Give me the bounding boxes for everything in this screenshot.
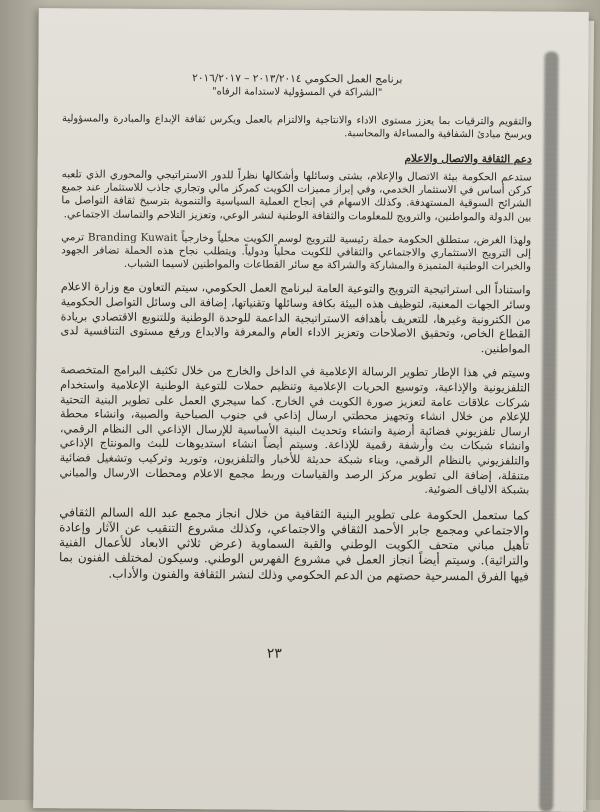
page-content xyxy=(59,70,533,594)
document-page xyxy=(33,8,589,812)
section-heading: دعم الثقافة والاتصال والاعلام xyxy=(404,152,532,166)
document-header xyxy=(62,70,532,101)
document-title: برنامج العمل الحكومي ٢٠١٣/٢٠١٤ – ٢٠١٦/٢٠١٧ xyxy=(192,72,403,86)
paragraph-5: كما ستعمل الحكومة على تطوير البنية الثقافية من خلال انجاز مجمع عبد الله السالم الثقافي والاجتماعي ومجمع جابر الأحمد الثقافي والاجتماعي، وكذلك مشروع التنقيب عن الآثار وإعادة تأهيل مباني متحف الكويت الوطني والقبة السماوية (عرض ثلاثي الابعاد للأعمال الفنية والتراثية). وسيتم أيضاً انجاز العمل في مشروع الفهرس الوطني. وسيكون لمختلف الفنون بما فيها الفرق المسرحية حصتهم من الدعم الحكومي وذلك لنشر الثقافة والفنون والأداب. xyxy=(58,504,530,584)
paragraph-2: ولهذا الغرض، ستطلق الحكومة حملة رئيسية للترويج لوسم الكويت محلياً وخارجياً Branding Kuwait ترمي إلى الترويج الاستثماري والاجتماعي والثقافي للكويت محلياً ودولياً. ويتطلب نجاح هذه الحملة تضافر الجهود والخبرات الوطنية المتميزة والمشاركة والشراكة مع سائر القطاعات والمواطنين لاسيما الشباب. xyxy=(61,231,532,273)
intro-paragraph: والتقويم والترقيات بما يعزز مستوى الاداء والانتاجية والالتزام بالعمل ويكرس ثقافة الإبداع والمبادرة والمسؤولية ويرسخ مبادئ الشفافية والمساءلة والمحاسبة. xyxy=(61,113,533,141)
page-number: ٢٣ xyxy=(266,645,282,662)
paragraph-4: وسيتم في هذا الإطار تطوير الرسالة الإعلامية في الداخل والخارج من خلال تكثيف البرامج المتخصصة التلفزيونية والإذاعية، وتوسيع الحريات الإعلامية وتنظيم حملات للتوعية الوطنية الإعلامية واستخدام شركات علاقات عامة لتعزيز صورة الكويت في الخارج. كما سيجري العمل على تطوير البنية التحتية للإعلام من خلال انشاء وتجهيز محطتي ارسال إذاعي في جنوب الصباحية والصبية، وانشاء محطة ارسال تلفزيوني فضائية أرضية وانشاء وتحديث البنية الأساسية للإرسال الإذاعي الى النظام الرقمي، وانشاء شبكات بث وأرشفة رقمية للإذاعة. وسيتم أيضاً انشاء استديوهات للبث والمونتاج الإذاعي والتلفزيوني بالنظام الرقمي، وبناء شبكة حديثة للأخبار والتلفزيون، وتوريد وتركيب وتشغيل فضائية متنقلة، إضافة الى تطوير مركز الرصد والقياسات وربط مجمع الاعلام ومحطات الارسال والمباني بشبكة الالياف الضوئية. xyxy=(59,363,531,497)
paragraph-1: ستدعم الحكومة بيئة الاتصال والإعلام، بشتى وسائلها وأشكالها نظراً للدور الاستراتيجي والمحوري الذي تلعبه كركن أساس في الاستثمار الخدمي، وفي إبراز مميزات الكويت كمركز مالي وتجاري جاذب للاستثمار عند جميع الشرائح السوقية المستهدفة. وكذلك الاسهام في إنجاح العملية السياسية والتنموية بترسيخ ثقافة التواصل ما بين الدولة والمواطنين، والترويج للمعلومات والثقافة الوطنية لنشر الوعي، وتعزيز التلاحم والتماسك الاجتماعي. xyxy=(61,168,532,224)
paragraph-3: واستناداً الى استراتيجية الترويج والتوعية العامة لبرنامج العمل الحكومي، سيتم التعاون مع وزارة الاعلام وسائر الجهات المعنية، لتوظيف هذه البيئة بكافة وسائلها وتقنياتها، إضافة الى وسائل التواصل الحكومية من الكترونية وغيرها، للتعريف بأهدافه الاستراتيجية الداعمة للوحدة الوطنية وللتنويع الاقتصادي بريادة القطاع الخاص، وتحقيق الاصلاحات وتعزيز الاداء العام والمعرفة والابداع ورفع مستوى التنافسية لدى المواطنين. xyxy=(60,280,531,356)
document-subtitle: "الشراكة في المسؤولية لاستدامة الرفاه" xyxy=(211,86,383,99)
binding-shadow xyxy=(539,52,558,812)
